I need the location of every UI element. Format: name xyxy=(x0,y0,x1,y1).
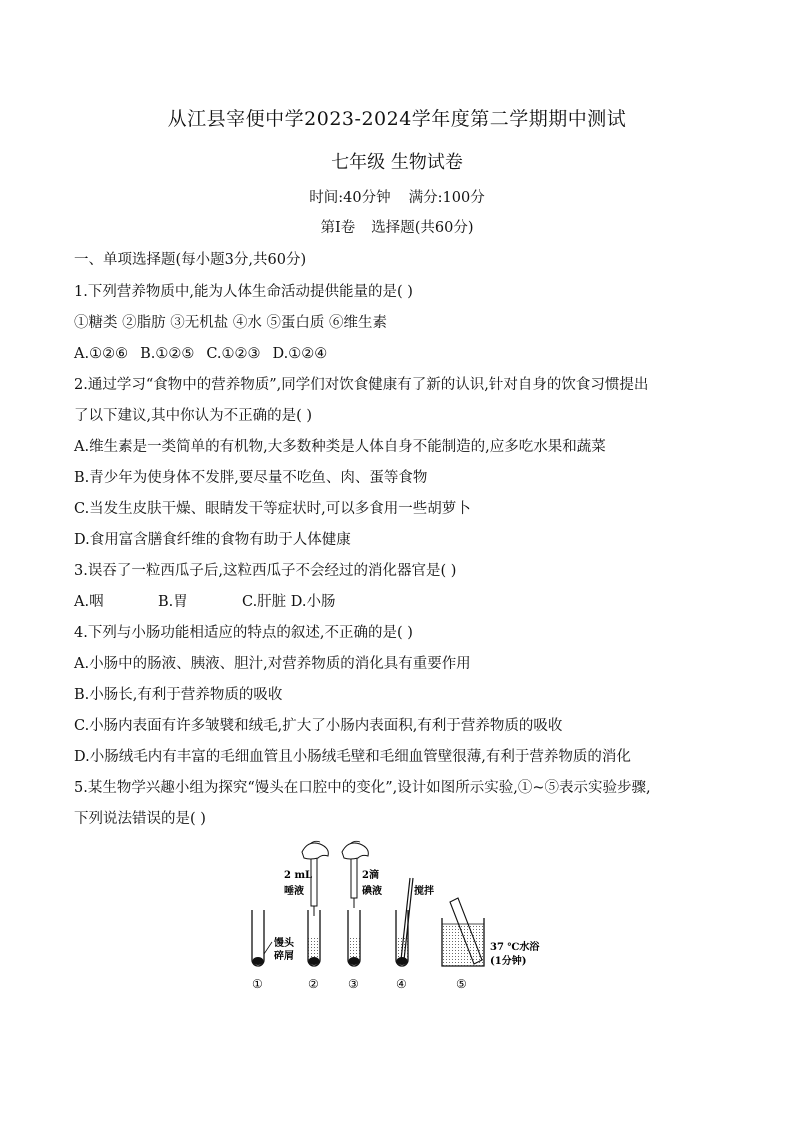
iodine-label xyxy=(362,868,382,897)
q1-stem: 1.下列营养物质中,能为人体生命活动提供能量的是( ) xyxy=(74,284,413,300)
q4-option-d: D.小肠绒毛内有丰富的毛细血管且小肠绒毛壁和毛细血管壁很薄,有利于营养物质的消化 xyxy=(74,749,631,765)
exam-info xyxy=(0,186,794,207)
step-5-label: ⑤ xyxy=(456,977,467,991)
q1-option-a: A.①②⑥ xyxy=(74,346,129,362)
q2-option-d: D.食用富含膳食纤维的食物有助于人体健康 xyxy=(74,532,351,548)
q4-option-a: A.小肠中的肠液、胰液、胆汁,对营养物质的消化具有重要作用 xyxy=(74,656,471,672)
svg-text:碎屑: 碎屑 xyxy=(274,951,294,962)
water-bath-label xyxy=(490,940,540,967)
experiment-diagram xyxy=(238,838,558,998)
saliva-label xyxy=(284,870,312,897)
exam-subtitle: 七年级 生物试卷 xyxy=(331,152,463,173)
svg-text:2滴: 2滴 xyxy=(362,870,379,881)
bread-label xyxy=(273,936,295,962)
step-1-label: ① xyxy=(252,977,263,991)
q3-option-a: A.咽 xyxy=(74,594,104,610)
exam-score: 满分:100分 xyxy=(408,190,485,206)
q4-option-b: B.小肠长,有利于营养物质的吸收 xyxy=(74,687,283,703)
step-4-label: ④ xyxy=(396,977,407,991)
q2-option-b: B.青少年为使身体不发胖,要尽量不吃鱼、肉、蛋等食物 xyxy=(74,470,428,486)
test-tube-1 xyxy=(252,910,264,966)
q3-options xyxy=(74,592,734,612)
q1-option-c: C.①②③ xyxy=(206,346,261,362)
q3-option-d: D.小肠 xyxy=(290,594,336,610)
q2-stem-line1: 2.通过学习“食物中的营养物质”,同学们对饮食健康有了新的认识,针对自身的饮食习惯提出 xyxy=(74,377,649,393)
q1-options xyxy=(74,344,734,364)
stir-label: 搅拌 xyxy=(414,886,434,897)
q3-stem: 3.误吞了一粒西瓜子后,这粒西瓜子不会经过的消化器官是( ) xyxy=(74,563,457,579)
svg-text:唾液: 唾液 xyxy=(284,886,304,897)
step-2-label: ② xyxy=(308,977,319,991)
svg-text:碘液: 碘液 xyxy=(362,886,382,897)
q3-option-b: B.胃 xyxy=(158,594,188,610)
svg-text:(1分钟): (1分钟) xyxy=(490,956,527,967)
q2-option-c: C.当发生皮肤干燥、眼睛发干等症状时,可以多食用一些胡萝卜 xyxy=(74,501,471,517)
test-tube-2 xyxy=(308,910,320,966)
q5-stem-line2: 下列说法错误的是( ) xyxy=(74,811,206,827)
experiment-figure xyxy=(238,838,558,998)
part-name: 选择题(共60分) xyxy=(371,220,474,236)
q3-option-c: C.肝脏 xyxy=(242,594,287,610)
q2-stem-line2: 了以下建议,其中你认为不正确的是( ) xyxy=(74,408,313,424)
svg-text:37 ℃水浴: 37 ℃水浴 xyxy=(490,942,540,953)
water-bath-beaker xyxy=(442,898,484,966)
q4-stem: 4.下列与小肠功能相适应的特点的叙述,不正确的是( ) xyxy=(74,625,413,641)
q1-option-b: B.①②⑤ xyxy=(140,346,195,362)
exam-title: 从江县宰便中学2023-2024学年度第二学期期中测试 xyxy=(167,108,627,130)
svg-text:馒头: 馒头 xyxy=(274,938,294,949)
section-title: 一、单项选择题(每小题3分,共60分) xyxy=(74,252,307,268)
q1-option-d: D.①②④ xyxy=(272,346,328,362)
part-label: 第Ⅰ卷 xyxy=(320,220,356,236)
q5-stem-line1: 5.某生物学兴趣小组为探究“馒头在口腔中的变化”,设计如图所示实验,①~⑤表示实验步骤, xyxy=(74,780,651,796)
q4-option-c: C.小肠内表面有许多皱襞和绒毛,扩大了小肠内表面积,有利于营养物质的吸收 xyxy=(74,718,563,734)
q1-items: ①糖类 ②脂肪 ③无机盐 ④水 ⑤蛋白质 ⑥维生素 xyxy=(74,315,388,331)
part-heading xyxy=(0,216,794,237)
q2-option-a: A.维生素是一类简单的有机物,大多数种类是人体自身不能制造的,应多吃水果和蔬菜 xyxy=(74,439,606,455)
test-tube-3 xyxy=(348,910,360,966)
svg-text:2 mL: 2 mL xyxy=(284,870,313,881)
step-3-label: ③ xyxy=(348,977,359,991)
exam-time: 时间:40分钟 xyxy=(309,190,391,206)
